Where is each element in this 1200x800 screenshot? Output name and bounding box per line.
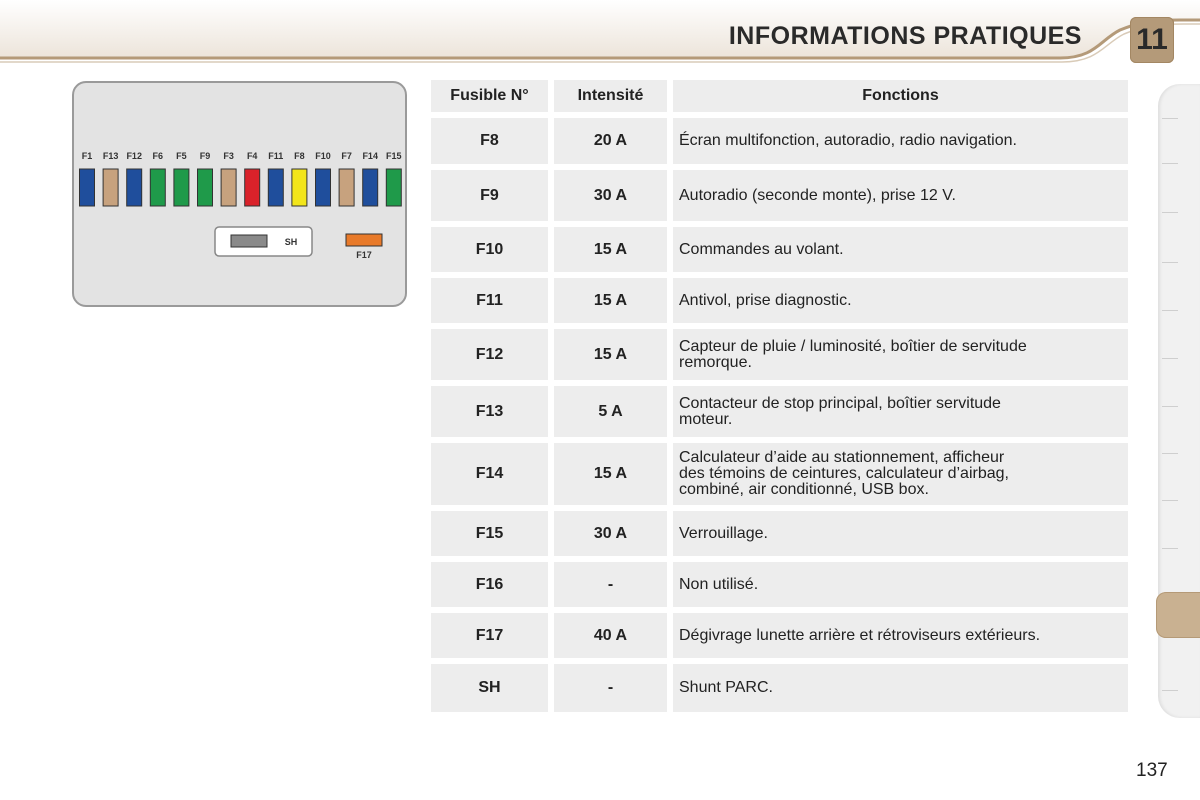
- fuse-slot-label: F1: [81, 151, 93, 161]
- table-row: [431, 664, 1128, 712]
- fuse-slot-label: F3: [223, 151, 234, 161]
- fuse-number-cell: F12: [431, 329, 548, 380]
- fuse-slot: [292, 169, 307, 206]
- function-cell: Autoradio (seconde monte), prise 12 V.: [673, 170, 1128, 221]
- fuse-slot-label: F8: [294, 151, 305, 161]
- fuse-slot: [174, 169, 189, 206]
- table-row: [431, 227, 1128, 272]
- fuse-slot: [386, 169, 401, 206]
- fuse-slot: [339, 169, 354, 206]
- fuse-number-cell: F10: [431, 227, 548, 272]
- tab-divider: [1162, 453, 1178, 454]
- tab-divider: [1162, 118, 1178, 119]
- chapter-tab-active[interactable]: [1156, 592, 1200, 638]
- fuse-number-cell: F11: [431, 278, 548, 323]
- function-cell: Calculateur d’aide au stationnement, afficheur des témoins de ceintures, calculateur d’airbag, combiné, air conditionné, USB box.: [673, 443, 1128, 505]
- function-cell: Écran multifonction, autoradio, radio navigation.: [673, 118, 1128, 164]
- fuse-slot: [198, 169, 213, 206]
- tab-divider: [1162, 548, 1178, 549]
- amperage-cell: 15 A: [554, 227, 667, 272]
- table-row: [431, 386, 1128, 437]
- tab-divider: [1162, 310, 1178, 311]
- function-cell: Shunt PARC.: [673, 664, 1128, 712]
- fuse-table-body: [431, 118, 1128, 712]
- function-cell: Contacteur de stop principal, boîtier servitude moteur.: [673, 386, 1128, 437]
- tab-divider: [1162, 212, 1178, 213]
- tab-divider: [1162, 500, 1178, 501]
- header-amperage: Intensité: [554, 80, 667, 112]
- chapter-number-badge: 11: [1130, 17, 1174, 63]
- fuse-number-cell: F9: [431, 170, 548, 221]
- tab-divider: [1162, 358, 1178, 359]
- fuse-number-cell: SH: [431, 664, 548, 712]
- fuse-slot: [363, 169, 378, 206]
- tab-divider: [1162, 406, 1178, 407]
- amperage-cell: -: [554, 562, 667, 607]
- fuse-slot: [268, 169, 283, 206]
- header-fuse-number: Fusible N°: [431, 80, 548, 112]
- fuse-slot-label: F10: [315, 151, 331, 161]
- function-cell: Capteur de pluie / luminosité, boîtier de servitude remorque.: [673, 329, 1128, 380]
- fuse-box-svg: [74, 83, 405, 305]
- fuse-number-cell: F13: [431, 386, 548, 437]
- fuse-slot: [245, 169, 260, 206]
- fuse-slot: [316, 169, 331, 206]
- tab-divider: [1162, 163, 1178, 164]
- table-row: [431, 118, 1128, 164]
- tab-divider: [1162, 262, 1178, 263]
- fuse-slot-label: F5: [176, 151, 187, 161]
- amperage-cell: 15 A: [554, 443, 667, 505]
- table-row: [431, 278, 1128, 323]
- amperage-cell: 30 A: [554, 170, 667, 221]
- fuse-slot-label: F6: [152, 151, 164, 161]
- table-row: [431, 443, 1128, 505]
- table-row: [431, 329, 1128, 380]
- fuse-number-cell: F15: [431, 511, 548, 556]
- fuse-number-cell: F16: [431, 562, 548, 607]
- table-row: [431, 562, 1128, 607]
- amperage-cell: 20 A: [554, 118, 667, 164]
- page-header-title: INFORMATIONS PRATIQUES: [728, 22, 1082, 50]
- amperage-cell: 15 A: [554, 278, 667, 323]
- fuse-number-cell: F14: [431, 443, 548, 505]
- fuse-slot: [103, 169, 118, 206]
- function-cell: Antivol, prise diagnostic.: [673, 278, 1128, 323]
- amperage-cell: 30 A: [554, 511, 667, 556]
- shunt-label: SH: [284, 237, 298, 247]
- fuse-slot-f17: [346, 234, 382, 246]
- fuse-number-cell: F8: [431, 118, 548, 164]
- fuse-slot: [150, 169, 165, 206]
- tab-divider: [1162, 690, 1178, 691]
- table-row: [431, 511, 1128, 556]
- function-cell: Non utilisé.: [673, 562, 1128, 607]
- fuse-slot-label: F12: [126, 151, 142, 161]
- function-cell: Dégivrage lunette arrière et rétroviseurs extérieurs.: [673, 613, 1128, 658]
- fuse-number-cell: F17: [431, 613, 548, 658]
- fuse-slot: [80, 169, 95, 206]
- fuse-slot-label: F7: [341, 151, 352, 161]
- amperage-cell: -: [554, 664, 667, 712]
- table-row: [431, 170, 1128, 221]
- fuse-slot-label: F14: [362, 151, 378, 161]
- fuse-box-diagram: [72, 81, 407, 307]
- table-row: [431, 613, 1128, 658]
- amperage-cell: 15 A: [554, 329, 667, 380]
- fuse-slot: [127, 169, 142, 206]
- amperage-cell: 5 A: [554, 386, 667, 437]
- function-cell: Commandes au volant.: [673, 227, 1128, 272]
- table-header-row: [431, 80, 1128, 112]
- shunt-slot: [231, 235, 267, 247]
- function-cell: Verrouillage.: [673, 511, 1128, 556]
- fuse-table: [425, 74, 1134, 718]
- fuse-slot: [221, 169, 236, 206]
- fuse-slot-label: F4: [246, 151, 258, 161]
- fuse-slot-label: F15: [386, 151, 402, 161]
- fuse-slot-label: F13: [102, 151, 119, 161]
- fuse-slot-label: F11: [268, 151, 284, 161]
- amperage-cell: 40 A: [554, 613, 667, 658]
- header-functions: Fonctions: [673, 80, 1128, 112]
- fuse-slot-label: F9: [199, 151, 211, 161]
- page-number: 137: [1136, 760, 1168, 781]
- fuse-slot-label: F17: [356, 250, 372, 260]
